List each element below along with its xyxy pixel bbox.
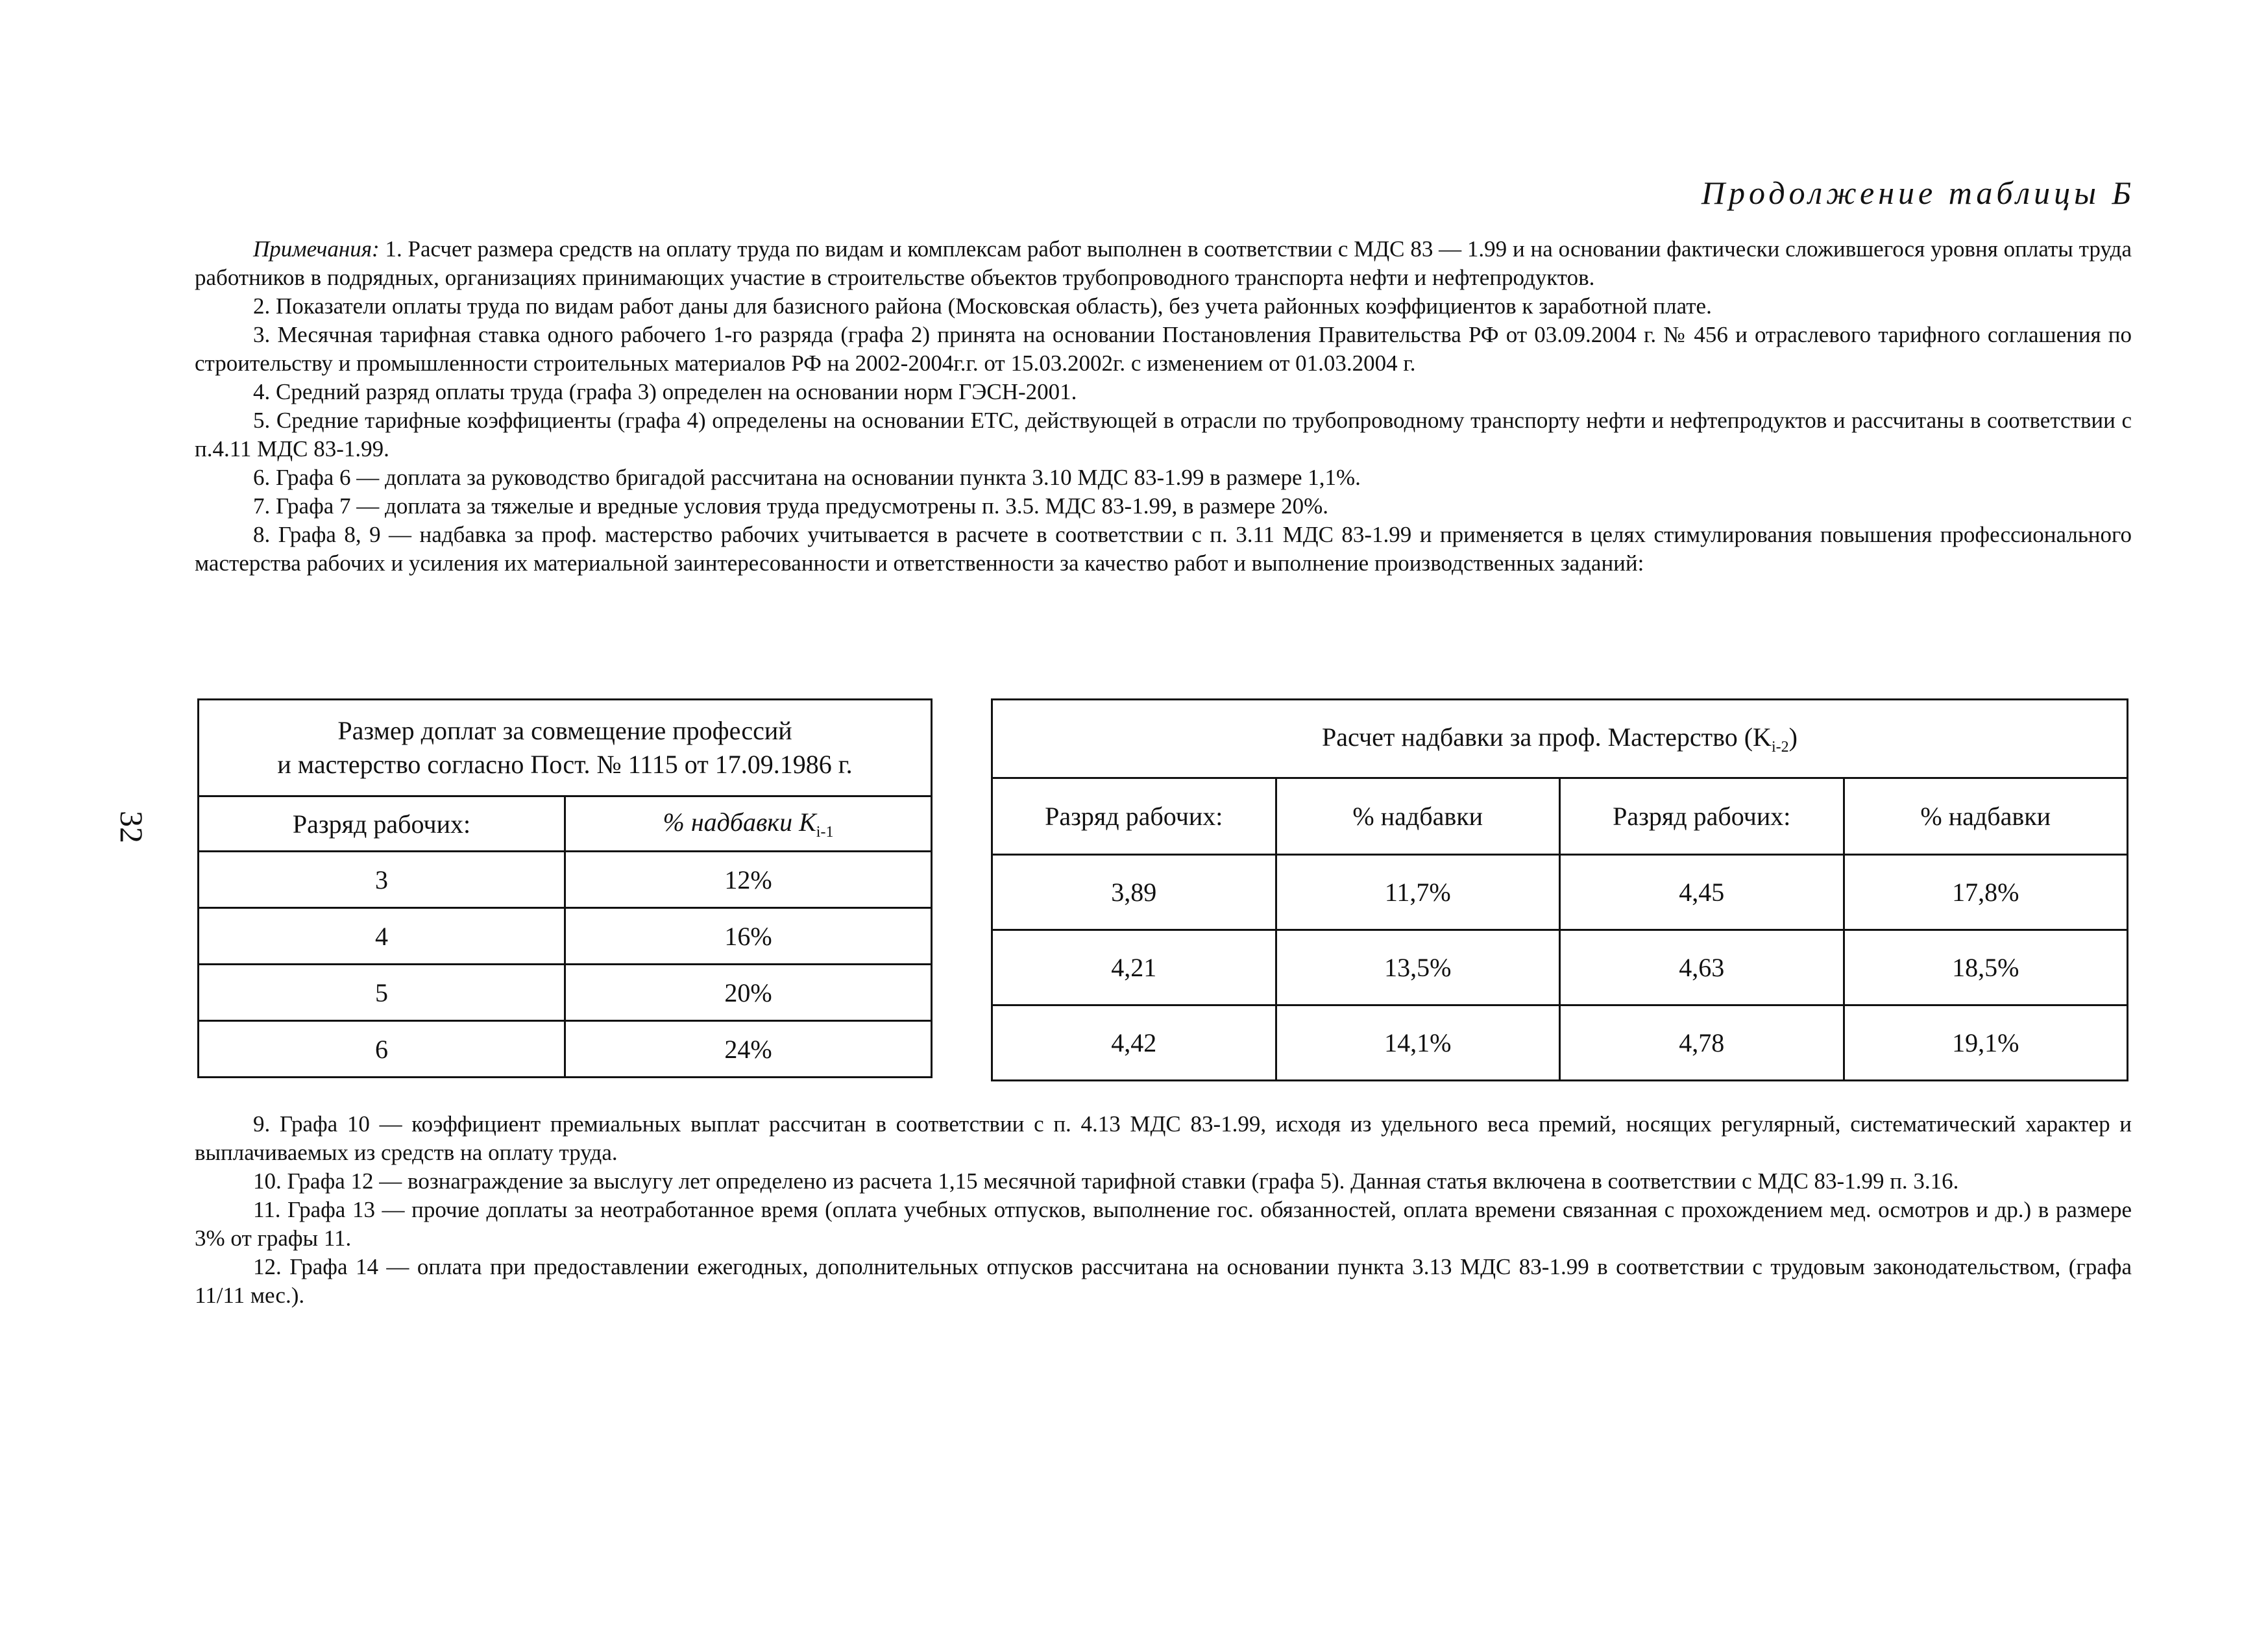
notes-bottom (195, 1110, 2132, 1310)
table2-cell: 17,8% (1844, 855, 2128, 930)
table2-col-pct-2: % надбавки (1844, 778, 2128, 855)
table1-col-pct-text: % надбавки K (663, 807, 816, 837)
table-row (992, 930, 2128, 1005)
note-12: 12. Графа 14 — оплата при предоставлении ежегодных, дополнительных отпусков рассчитана на основании пункта 3.13 МДС 83-1.99 в соответствии с трудовым законодательством, (графа 11/11 мес.). (195, 1254, 2132, 1308)
table2-cell: 4,45 (1560, 855, 1844, 930)
table1-pct-cell: 12% (565, 852, 932, 908)
note-11: 11. Графа 13 — прочие доплаты за неотработанное время (оплата учебных отпусков, выполнение гос. обязанностей, оплата времени связанная с прохождением мед. осмотров и др.) в размере 3% от графы 11. (195, 1197, 2132, 1251)
table2-col-pct-1: % надбавки (1276, 778, 1560, 855)
table2-title (992, 700, 2128, 778)
table2-title-sub: i-2 (1771, 738, 1789, 756)
table1-col-pct-sub: i-1 (816, 823, 834, 841)
table2-title-text: Расчет надбавки за проф. Мастерство (K (1322, 722, 1772, 752)
table2-cell: 14,1% (1276, 1005, 1560, 1081)
table2-cell: 19,1% (1844, 1005, 2128, 1081)
table2-cell: 4,78 (1560, 1005, 1844, 1081)
table1-col-grade: Разряд рабочих: (199, 796, 565, 852)
table1-title (199, 700, 932, 796)
table-row (199, 852, 932, 908)
table2-cell: 13,5% (1276, 930, 1560, 1005)
table2-title-end: ) (1788, 722, 1798, 752)
note-5: 5. Средние тарифные коэффициенты (графа 4) определены на основании ЕТС, действующей в отрасли по трубопроводному транспорту нефти и нефтепродуктов и рассчитаны в соответствии с п.4.11 МДС 83-1.99. (195, 408, 2132, 462)
table1-pct-cell: 20% (565, 965, 932, 1021)
note-1-text: 1. Расчет размера средств на оплату труда по видам и комплексам работ выполнен в соответствии с МДС 83 — 1.99 и на основании фактически сложившегося уровня оплаты труда работников в подрядных, организациях принимающих участие в строительстве объектов трубопроводного транспорта нефти и нефтепродуктов. (195, 236, 2132, 290)
table2-cell: 18,5% (1844, 930, 2128, 1005)
table-mastery-allowance (991, 698, 2128, 1081)
table-row (199, 965, 932, 1021)
table1-grade-cell: 6 (199, 1021, 565, 1078)
table2-cell: 4,42 (992, 1005, 1276, 1081)
table1-grade-cell: 3 (199, 852, 565, 908)
table1-pct-cell: 16% (565, 908, 932, 965)
note-3: 3. Месячная тарифная ставка одного рабочего 1-го разряда (графа 2) принята на основании Постановления Правительства РФ от 03.09.2004 г. № 456 и отраслевого тарифного соглашения по строительству и промышленности строительных материалов РФ на 2002-2004г.г. от 15.03.2002г. с изменением от 01.03.2004 г. (195, 322, 2132, 376)
note-8: 8. Графа 8, 9 — надбавка за проф. мастерство рабочих учитывается в расчете в соответствии с п. 3.11 МДС 83-1.99 и применяется в целях стимулирования повышения профессионального мастерства рабочих и усиления их материальной заинтересованности и ответственности за качество работ и выполнение производственных заданий: (195, 522, 2132, 576)
table2-col-grade-2: Разряд рабочих: (1560, 778, 1844, 855)
table-row (992, 1005, 2128, 1081)
note-4: 4. Средний разряд оплаты труда (графа 3) определен на основании норм ГЭСН-2001. (253, 379, 1077, 404)
table2-cell: 3,89 (992, 855, 1276, 930)
table2-cell: 4,21 (992, 930, 1276, 1005)
table2-col-grade-1: Разряд рабочих: (992, 778, 1276, 855)
table1-grade-cell: 5 (199, 965, 565, 1021)
table1-title-line1: Размер доплат за совмещение профессий (337, 716, 792, 745)
note-7: 7. Графа 7 — доплата за тяжелые и вредные условия труда предусмотрены п. 3.5. МДС 83-1.99, в размере 20%. (253, 493, 1328, 519)
page-number: 32 (114, 811, 150, 843)
table-combination-allowance (197, 698, 933, 1078)
note-9: 9. Графа 10 — коэффициент премиальных выплат рассчитан в соответствии с п. 4.13 МДС 83-1.99, исходя из удельного веса премий, носящих регулярный, систематический характер и выплачиваемых из средств на оплату труда. (195, 1111, 2132, 1165)
table-row (992, 855, 2128, 930)
table2-cell: 4,63 (1560, 930, 1844, 1005)
continuation-heading: Продолжение таблицы Б (1701, 175, 2135, 211)
note-2: 2. Показатели оплаты труда по видам работ даны для базисного района (Московская область), без учета районных коэффициентов к заработной плате. (253, 293, 1712, 319)
table2-cell: 11,7% (1276, 855, 1560, 930)
table-row (199, 908, 932, 965)
table1-grade-cell: 4 (199, 908, 565, 965)
note-6: 6. Графа 6 — доплата за руководство бригадой рассчитана на основании пункта 3.10 МДС 83-1.99 в размере 1,1%. (253, 465, 1361, 490)
notes-top (195, 235, 2132, 578)
table1-pct-cell: 24% (565, 1021, 932, 1078)
note-1 (195, 235, 2132, 292)
table1-col-pct (565, 796, 932, 852)
table1-title-line2: и мастерство согласно Пост. № 1115 от 17.09.1986 г. (277, 750, 853, 779)
notes-lead: Примечания: (253, 236, 380, 262)
table-row (199, 1021, 932, 1078)
note-10: 10. Графа 12 — вознаграждение за выслугу лет определено из расчета 1,15 месячной тарифной ставки (графа 5). Данная статья включена в соответствии с МДС 83-1.99 п. 3.16. (253, 1168, 1959, 1194)
